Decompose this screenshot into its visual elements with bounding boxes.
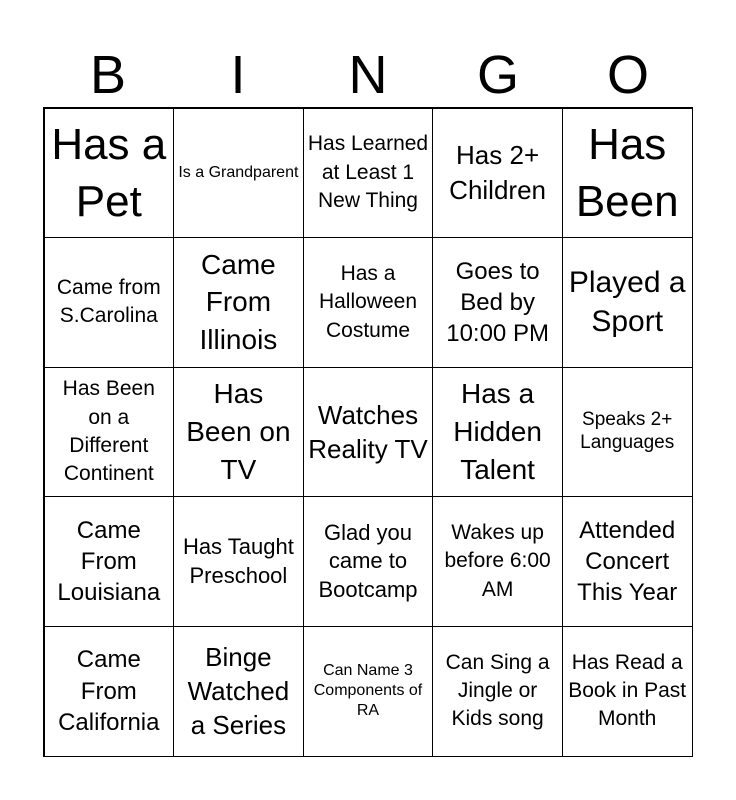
bingo-cell[interactable]: Is a Grandparent [173, 108, 304, 239]
header-letter-o: O [606, 45, 649, 105]
header-letter-b: B [89, 45, 127, 105]
bingo-cell[interactable]: Glad you came to Bootcamp [303, 496, 434, 627]
bingo-cell[interactable]: Has Been on a Different Continent [44, 367, 175, 498]
bingo-cell[interactable]: Attended Concert This Year [562, 496, 693, 627]
header-letter-g: G [476, 45, 519, 105]
bingo-cell[interactable]: Came From California [44, 626, 175, 757]
bingo-card [43, 107, 693, 757]
bingo-cell[interactable]: Came from S.Carolina [44, 237, 175, 368]
bingo-cell[interactable]: Has Learned at Least 1 New Thing [303, 108, 434, 239]
bingo-cell[interactable]: Can Sing a Jingle or Kids song [432, 626, 563, 757]
bingo-cell[interactable]: Came From Illinois [173, 237, 304, 368]
bingo-cell[interactable]: Has a Halloween Costume [303, 237, 434, 368]
bingo-cell[interactable]: Came From Louisiana [44, 496, 175, 627]
bingo-cell[interactable]: Has Taught Preschool [173, 496, 304, 627]
bingo-cell[interactable]: Goes to Bed by 10:00 PM [432, 237, 563, 368]
header-letter-n: N [348, 45, 388, 105]
bingo-cell[interactable]: Speaks 2+ Languages [562, 367, 693, 498]
bingo-cell[interactable]: Has Been on TV [173, 367, 304, 498]
bingo-cell[interactable]: Has Been [562, 108, 693, 239]
header-letter-i: I [230, 45, 246, 105]
bingo-header [43, 42, 693, 108]
bingo-cell[interactable]: Has Read a Book in Past Month [562, 626, 693, 757]
bingo-cell[interactable]: Has 2+ Children [432, 108, 563, 239]
bingo-cell[interactable]: Played a Sport [562, 237, 693, 368]
bingo-cell[interactable]: Can Name 3 Components of RA [303, 626, 434, 757]
bingo-cell[interactable]: Binge Watched a Series [173, 626, 304, 757]
bingo-cell[interactable]: Has a Pet [44, 108, 175, 239]
bingo-cell[interactable]: Has a Hidden Talent [432, 367, 563, 498]
bingo-cell[interactable]: Watches Reality TV [303, 367, 434, 498]
bingo-cell[interactable]: Wakes up before 6:00 AM [432, 496, 563, 627]
